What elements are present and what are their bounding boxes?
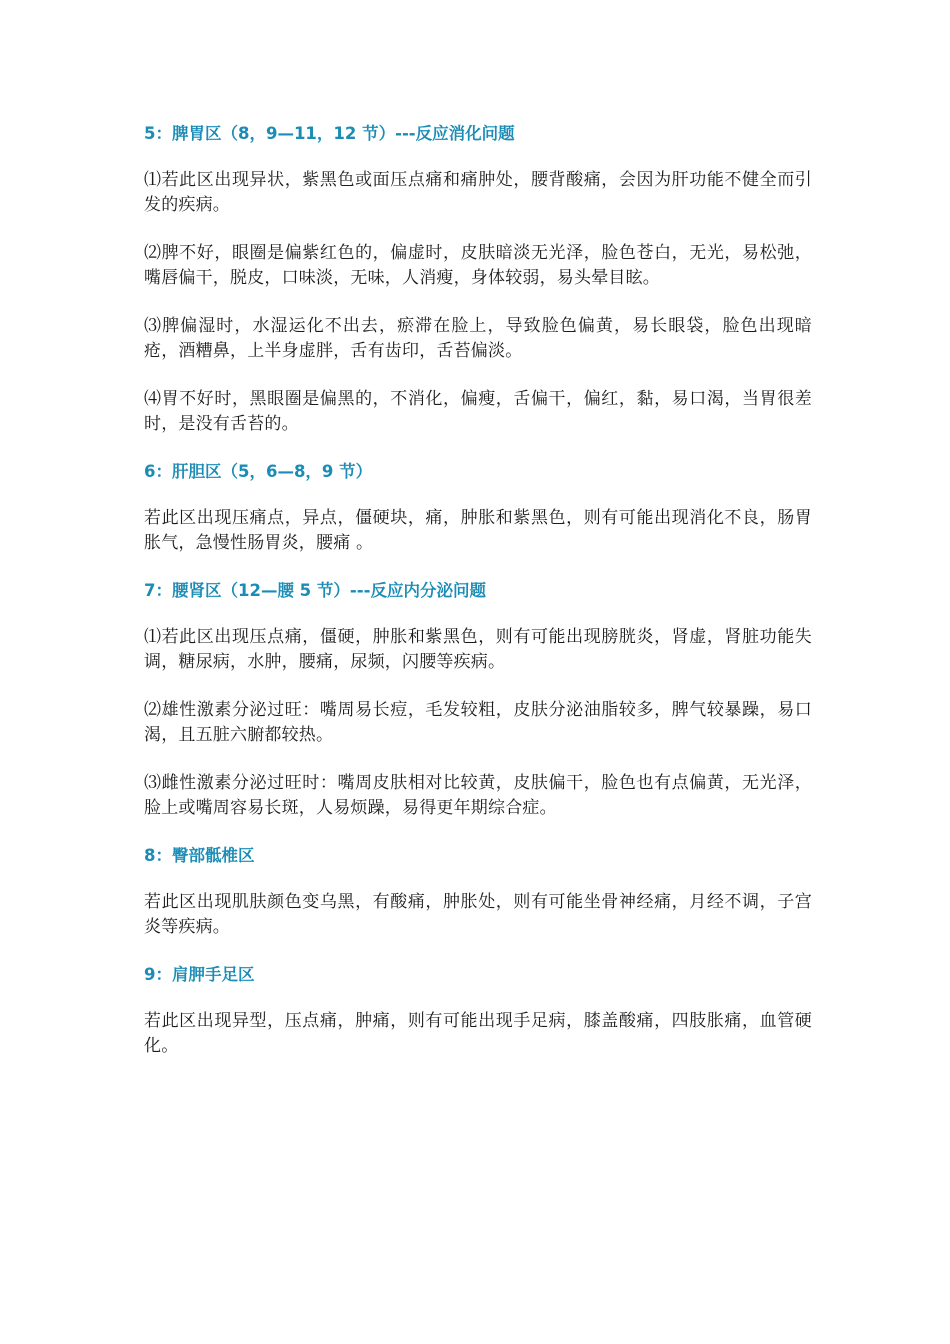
paragraph: ⑵脾不好，眼圈是偏紫红色的，偏虚时，皮肤暗淡无光泽，脸色苍白，无光，易松弛，嘴唇偏干，脱皮，口味淡，无味，人消瘦，身体较弱，易头晕目眩。 bbox=[144, 243, 812, 288]
paragraph: ⑴若此区出现异状，紫黑色或面压点痛和痛肿处，腰背酸痛，会因为肝功能不健全而引发的疾病。 bbox=[144, 170, 812, 215]
paragraph: ⑶雌性激素分泌过旺时：嘴周皮肤相对比较黄，皮肤偏干，脸色也有点偏黄，无光泽，脸上或嘴周容易长斑，人易烦躁，易得更年期综合症。 bbox=[144, 773, 812, 818]
paragraph: ⑵雄性激素分泌过旺：嘴周易长痘，毛发较粗，皮肤分泌油脂较多，脾气较暴躁，易口渴，且五脏六腑都较热。 bbox=[144, 700, 812, 745]
section-spleen-stomach bbox=[144, 122, 812, 437]
paragraph: 若此区出现肌肤颜色变乌黑，有酸痛，肿胀处，则有可能坐骨神经痛，月经不调，子宫炎等疾病。 bbox=[144, 892, 812, 937]
section-hip-sacrum bbox=[144, 844, 812, 940]
paragraph: ⑷胃不好时，黑眼圈是偏黑的，不消化，偏瘦，舌偏干，偏红，黏，易口渴，当胃很差时，是没有舌苔的。 bbox=[144, 389, 812, 434]
section-liver-gallbladder bbox=[144, 460, 812, 556]
section-heading: 5：脾胃区（8，9—11，12 节）---反应消化问题 bbox=[144, 124, 515, 143]
paragraph: ⑴若此区出现压点痛，僵硬，肿胀和紫黑色，则有可能出现膀胱炎，肾虚，肾脏功能失调，糖尿病，水肿，腰痛，尿频，闪腰等疾病。 bbox=[144, 627, 812, 672]
section-waist-kidney bbox=[144, 579, 812, 821]
paragraph: 若此区出现异型，压点痛，肿痛，则有可能出现手足病，膝盖酸痛，四肢胀痛，血管硬化。 bbox=[144, 1011, 812, 1056]
paragraph: 若此区出现压痛点，异点，僵硬块，痛，肿胀和紫黑色，则有可能出现消化不良，肠胃胀气，急慢性肠胃炎，腰痛 。 bbox=[144, 508, 812, 553]
section-heading: 7：腰肾区（12—腰 5 节）---反应内分泌问题 bbox=[144, 581, 486, 600]
section-shoulder-limbs bbox=[144, 963, 812, 1059]
document-page bbox=[144, 122, 812, 1082]
paragraph: ⑶脾偏湿时，水湿运化不出去，瘀滞在脸上，导致脸色偏黄，易长眼袋，脸色出现暗疮，酒糟鼻，上半身虚胖，舌有齿印，舌苔偏淡。 bbox=[144, 316, 812, 361]
section-heading: 8：臀部骶椎区 bbox=[144, 846, 255, 865]
section-heading: 9：肩胛手足区 bbox=[144, 965, 255, 984]
section-heading: 6：肝胆区（5，6—8，9 节） bbox=[144, 462, 373, 481]
